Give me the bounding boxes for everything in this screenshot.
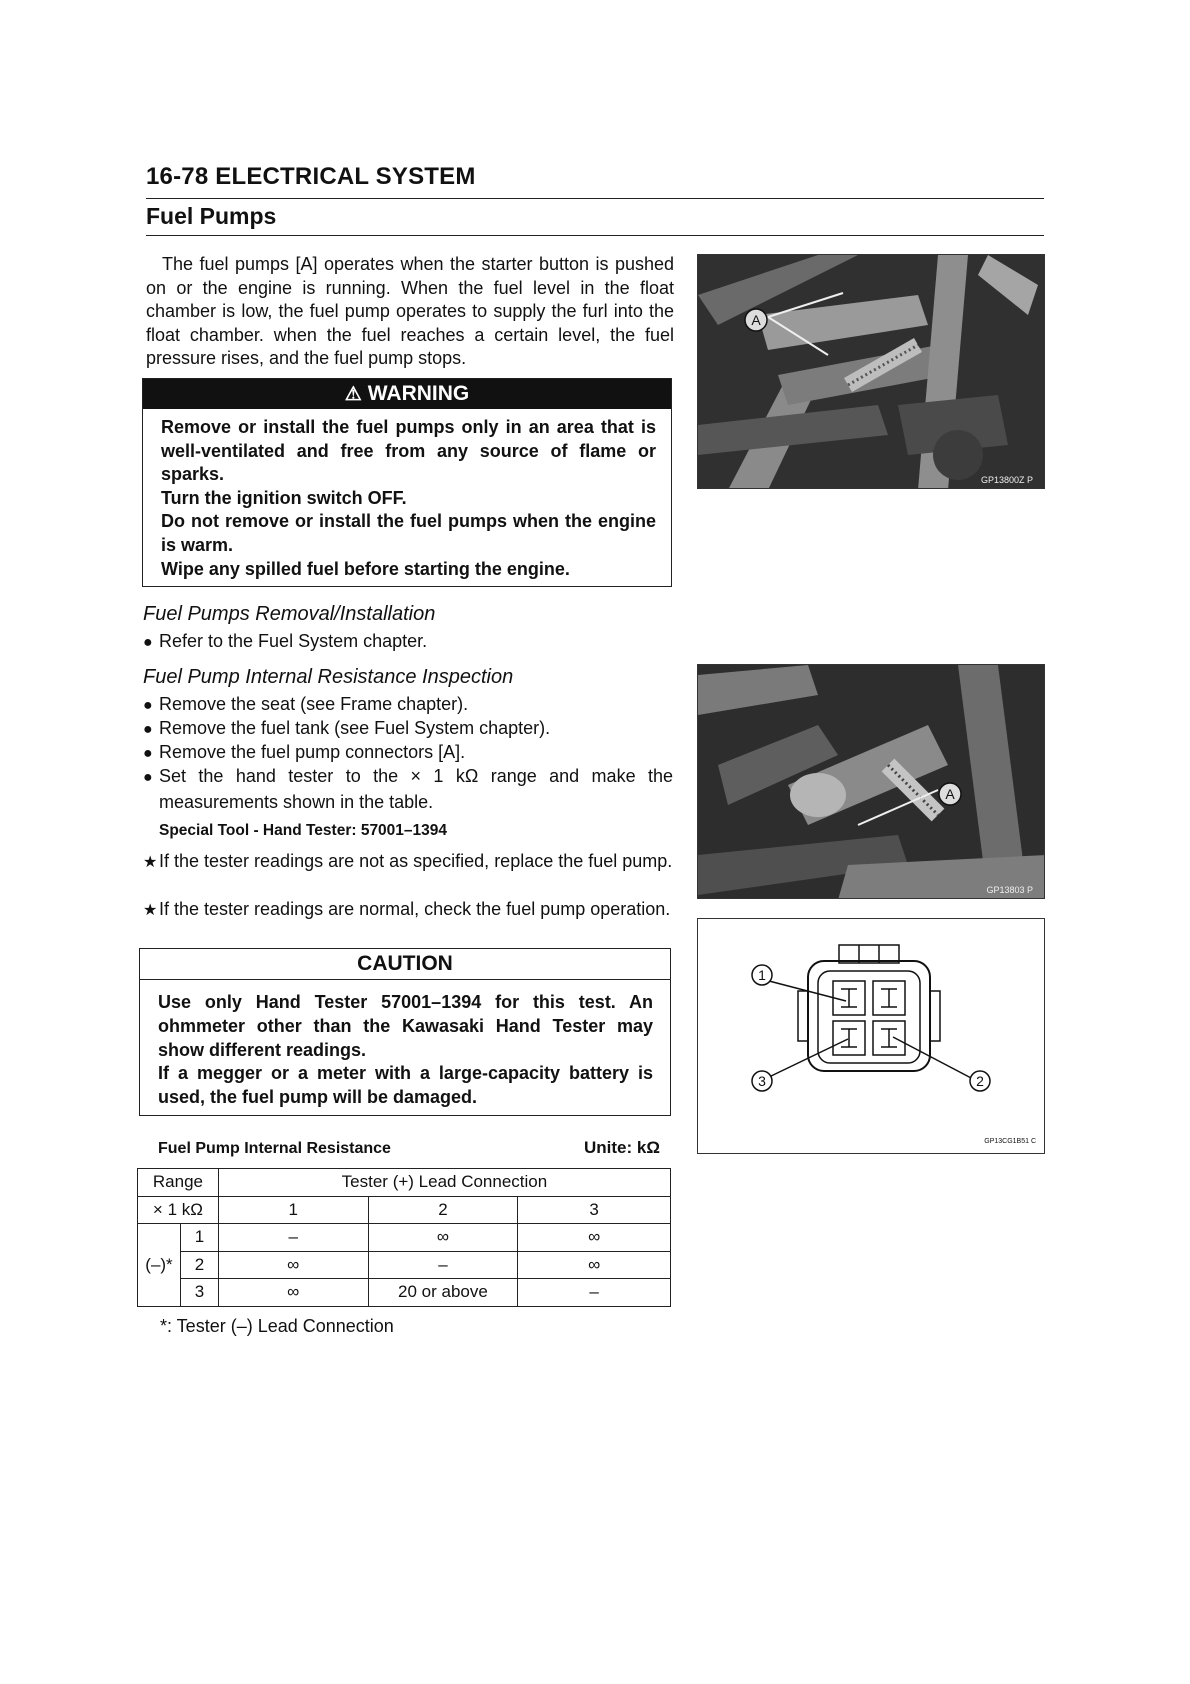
table-col-header: 2 (368, 1196, 518, 1224)
table-cell: ∞ (218, 1251, 368, 1279)
section-title: Fuel Pumps (146, 203, 277, 229)
table-col-header: 1 (218, 1196, 368, 1224)
table-col-header: 3 (518, 1196, 671, 1224)
photo-label-a: A (751, 312, 761, 328)
table-header-range: Range (138, 1169, 219, 1197)
table-cell: ∞ (218, 1279, 368, 1307)
star-icon: ★ (143, 902, 158, 919)
resistance-table (137, 1168, 671, 1307)
caution-line: If a megger or a meter with a large-capacity battery is used, the fuel pump will be damaged. (158, 1063, 653, 1108)
terminal-label-2: 2 (976, 1073, 984, 1089)
section-rule (146, 235, 1044, 236)
terminal-label-1: 1 (758, 967, 766, 983)
table-cell: – (368, 1251, 518, 1279)
intro-paragraph: The fuel pumps [A] operates when the starter button is pushed on or the engine is running. When the fuel level in the float chamber is low, the fuel pump operates to supply the furl into the float chamber. when the fuel reaches a certain level, the fuel pressure rises, and the fuel pump stops. (146, 254, 674, 368)
warning-icon: ⚠ (344, 384, 362, 405)
photo-illustration (698, 665, 1045, 899)
removal-title: Fuel Pumps Removal/Installation (143, 603, 436, 625)
inspection-bullet: ● Remove the fuel tank (see Fuel System chapter). (143, 716, 550, 742)
caution-title: CAUTION (140, 949, 670, 980)
table-header-plus: Tester (+) Lead Connection (218, 1169, 670, 1197)
table-footnote: *: Tester (–) Lead Connection (160, 1316, 394, 1336)
table-cell: – (218, 1224, 368, 1252)
inspection-bullet: ● Set the hand tester to the × 1 kΩ range and make the measurements shown in the table. (143, 766, 673, 812)
table-cell: 20 or above (368, 1279, 518, 1307)
table-row-label: 3 (180, 1279, 218, 1307)
inspection-bullet: ● Remove the fuel pump connectors [A]. (143, 740, 465, 766)
warning-header (143, 379, 671, 409)
star-note: ★If the tester readings are normal, check the fuel pump operation. (143, 897, 673, 923)
table-cell: ∞ (368, 1224, 518, 1252)
photo-label-a: A (945, 786, 955, 802)
star-icon: ★ (143, 854, 158, 871)
special-tool: Special Tool - Hand Tester: 57001–1394 (159, 822, 448, 839)
bullet-icon: ● (143, 769, 153, 786)
warning-line: Remove or install the fuel pumps only in an area that is well-ventilated and free from any source of flame or sparks. (161, 417, 656, 485)
star-note: ★If the tester readings are not as specified, replace the fuel pump. (143, 849, 673, 875)
warning-line: Turn the ignition switch OFF. (161, 487, 407, 508)
table-cell: – (518, 1279, 671, 1307)
table-cell: ∞ (518, 1224, 671, 1252)
inspection-title: Fuel Pump Internal Resistance Inspection (143, 666, 514, 688)
table-row (138, 1279, 671, 1307)
warning-body (161, 416, 656, 581)
bullet-icon: ● (143, 634, 153, 651)
caution-body (158, 991, 653, 1110)
table-minus-label: (–)* (138, 1224, 181, 1307)
diagram-code: GP13CG1B51 C (984, 1138, 1036, 1145)
photo-illustration (698, 255, 1045, 489)
connector-drawing (698, 919, 1043, 1152)
table-range-unit: × 1 kΩ (138, 1196, 219, 1224)
table-row (138, 1196, 671, 1224)
warning-line: Do not remove or install the fuel pumps when the engine is warm. (161, 511, 656, 555)
bullet-icon: ● (143, 721, 153, 738)
table-row-label: 1 (180, 1224, 218, 1252)
caution-box (139, 948, 671, 1116)
photo-fuel-pumps (697, 254, 1045, 489)
connector-diagram (697, 918, 1045, 1154)
inspection-bullet: ● Remove the seat (see Frame chapter). (143, 692, 468, 718)
table-row (138, 1169, 671, 1197)
table-unit: Unite: kΩ (584, 1138, 660, 1157)
header-rule (146, 198, 1044, 199)
warning-line: Wipe any spilled fuel before starting the engine. (161, 558, 570, 579)
warning-box (142, 378, 672, 587)
bullet-icon: ● (143, 745, 153, 762)
page-header: 16-78 ELECTRICAL SYSTEM (146, 163, 476, 190)
table-caption: Fuel Pump Internal Resistance (158, 1140, 391, 1157)
table-row (138, 1224, 671, 1252)
warning-title: WARNING (367, 382, 470, 405)
bullet-icon: ● (143, 697, 153, 714)
table-row-label: 2 (180, 1251, 218, 1279)
table-cell: ∞ (518, 1251, 671, 1279)
photo-fuel-pump-connectors (697, 664, 1045, 899)
terminal-label-3: 3 (758, 1073, 766, 1089)
table-row (138, 1251, 671, 1279)
removal-bullet: ● Refer to the Fuel System chapter. (143, 629, 427, 655)
caution-line: Use only Hand Tester 57001–1394 for this test. An ohmmeter other than the Kawasaki Hand Tester may show different readings. (158, 992, 653, 1060)
photo-code: GP13803 P (986, 885, 1033, 895)
photo-code: GP13800Z P (980, 475, 1033, 485)
